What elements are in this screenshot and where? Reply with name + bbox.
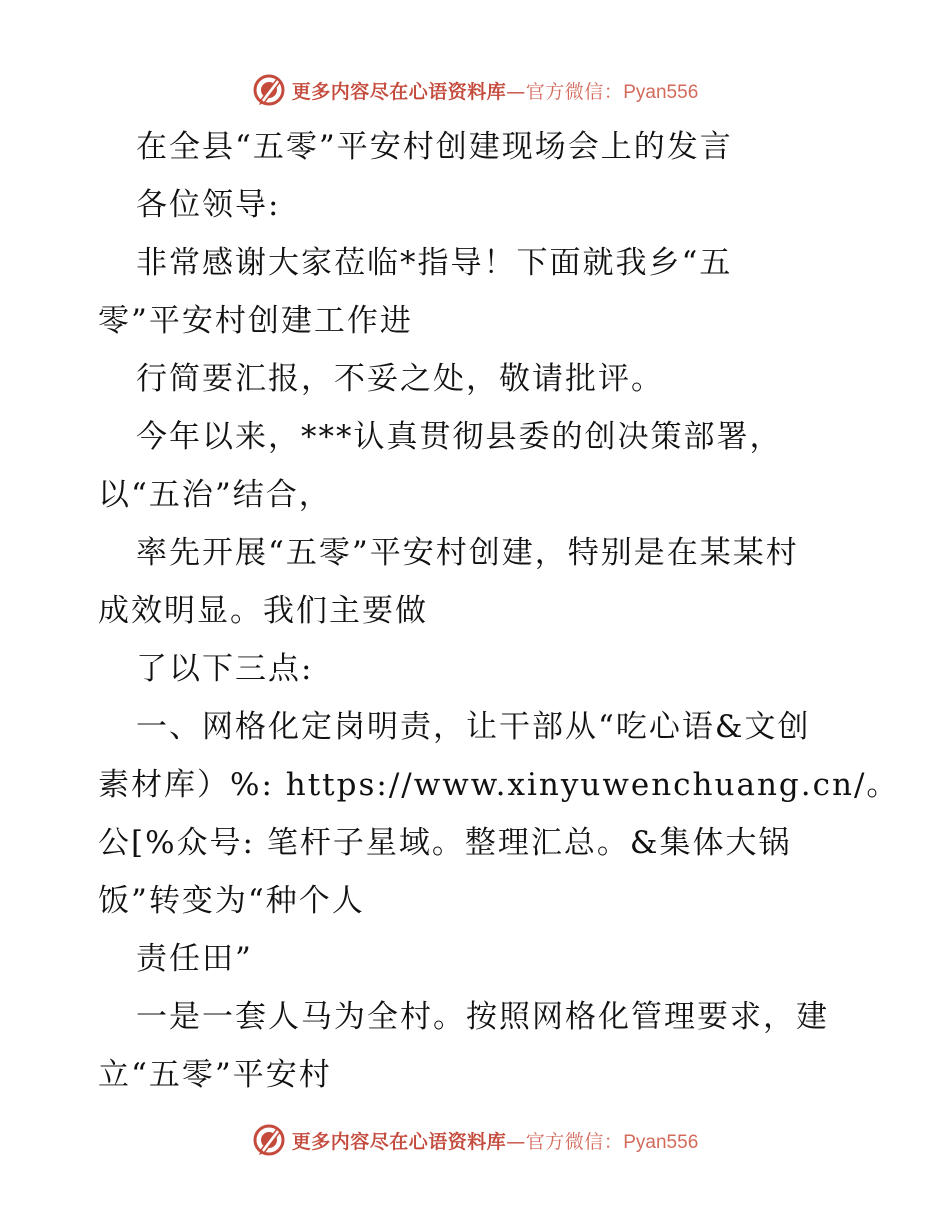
document-line: 成效明显。我们主要做: [98, 593, 428, 629]
document-line: 一是一套人马为全村。按照网格化管理要求，建: [136, 999, 829, 1035]
document-line: 责任田”: [136, 941, 253, 977]
document-body: [98, 118, 900, 1104]
document-line: 公[%众号: 笔杆子星域。整理汇总。&集体大锅: [98, 825, 792, 861]
footer-brand: 更多内容尽在心语资料库: [291, 1130, 507, 1153]
footer-banner: [0, 1120, 950, 1160]
document-line: 在全县“五零”平安村创建现场会上的发言: [136, 129, 733, 165]
document-line: 饭”转变为“种个人: [98, 883, 365, 919]
header-handle: Pyan556: [623, 81, 699, 103]
document-line: 素材库）%: https://www.xinyuwenchuang.cn/。: [98, 767, 900, 803]
document-line: 一、网格化定岗明责，让干部从“吃心语&文创: [136, 709, 811, 745]
pen-logo-icon: [252, 73, 286, 107]
document-line: 非常感谢大家莅临*指导！下面就我乡“五: [136, 245, 733, 281]
document-line: 以“五治”结合，: [98, 477, 332, 513]
footer-dash: —: [506, 1130, 526, 1153]
footer-banner-text: [292, 1127, 699, 1154]
header-banner: [0, 70, 950, 110]
document-line: 立“五零”平安村: [98, 1057, 332, 1093]
footer-handle: Pyan556: [623, 1131, 699, 1153]
header-wechat-label: 官方微信：: [525, 80, 624, 103]
document-line: 了以下三点:: [136, 651, 314, 687]
pen-logo-icon: [252, 1123, 286, 1157]
header-brand: 更多内容尽在心语资料库: [291, 80, 507, 103]
document-line: 零”平安村创建工作进: [98, 303, 413, 339]
document-line: 率先开展“五零”平安村创建，特别是在某某村: [136, 535, 799, 571]
header-banner-text: [292, 77, 699, 104]
document-line: 各位领导:: [136, 187, 281, 223]
footer-wechat-label: 官方微信：: [525, 1130, 624, 1153]
document-line: 行简要汇报，不妥之处，敬请批评。: [136, 361, 664, 397]
document-line: 今年以来，***认真贯彻县委的创决策部署，: [136, 419, 783, 455]
header-dash: —: [506, 80, 526, 103]
